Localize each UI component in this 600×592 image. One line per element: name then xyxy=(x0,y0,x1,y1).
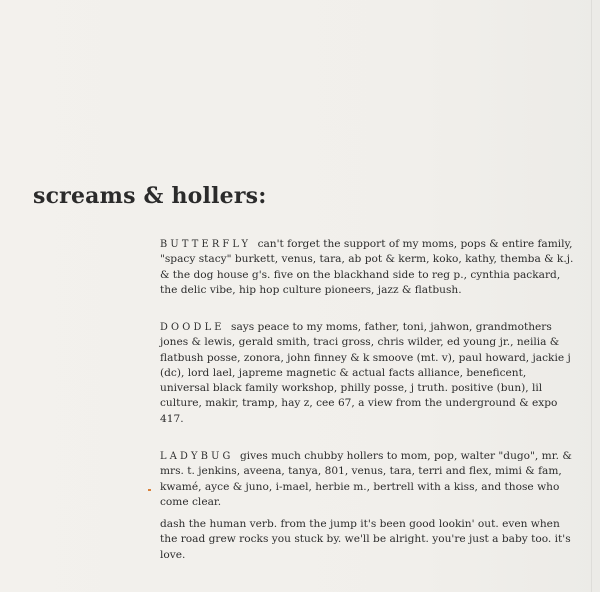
section-text: says peace to my moms, father, toni, jahwon, grandmothers jones & lewis, gerald smith, traci gross, chris wilder, ed young jr., neilia & flatbush posse, zonora, john finney & k smoove (mt. v), paul howard, jackie j (dc), lord lael, japreme magnetic & actual facts alliance, beneficent, universal black family workshop, philly posse, j truth. positive (bun), lil culture, makir, tramp, hay z, cee 67, a view from the underground & expo 417. xyxy=(160,321,571,425)
section-text: can't forget the support of my moms, pops & entire family, "spacy stacy" burkett, venus, tara, ab pot & kerm, koko, kathy, themba & k.j. & the dog house g's. five on the blackhand side to reg p., cynthia packard, the delic vibe, hip hop culture pioneers, jazz & flatbush. xyxy=(160,238,574,296)
ink-speck xyxy=(148,489,151,491)
section-tag: BUTTERFLY xyxy=(160,239,252,250)
closing-paragraph: dash the human verb. from the jump it's been good lookin' out. even when the road grew rocks you stuck by. we'll be alright. you're just a baby too. it's love. xyxy=(160,518,571,561)
butterfly-section xyxy=(160,237,575,298)
section-tag: DOODLE xyxy=(160,322,225,333)
page-fold xyxy=(591,0,592,592)
section-tag: LADYBUG xyxy=(160,451,234,462)
doodle-section xyxy=(160,320,575,427)
ladybug-section xyxy=(160,449,575,510)
page-heading: screams & hollers: xyxy=(33,183,267,209)
section-text: gives much chubby hollers to mom, pop, walter "dugo", mr. & mrs. t. jenkins, aveena, tanya, 801, venus, tara, terri and flex, mimi & fam, kwamé, ayce & juno, i-mael, herbie m., bertrell with a kiss, and those who come clear. xyxy=(160,450,572,508)
